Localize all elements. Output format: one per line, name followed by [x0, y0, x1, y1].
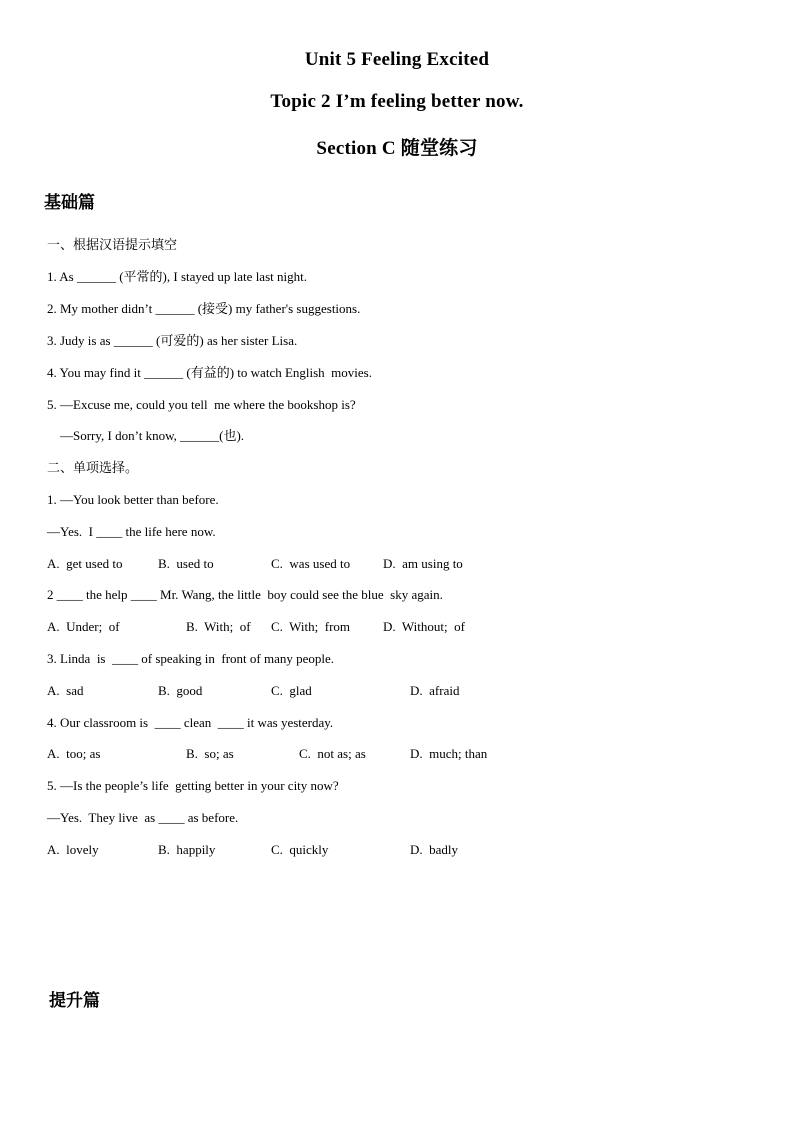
q1-option-b: B. used to — [158, 556, 214, 571]
q1-option-c: C. was used to — [271, 556, 351, 571]
advanced-heading: 提升篇 — [49, 991, 100, 1010]
q2-option-c: C. With; from — [271, 619, 351, 634]
fill-item-4: 4. You may find it ______ (有益的) to watch English movies. — [47, 365, 372, 380]
fill-item-2: 2. My mother didn’t ______ (接受) my father's suggestions. — [47, 301, 361, 316]
q5-option-c: C. quickly — [271, 842, 329, 857]
mc-question-5-reply: —Yes. They live as ____ as before. — [47, 810, 239, 825]
q3-option-a: A. sad — [47, 683, 84, 698]
fill-item-3: 3. Judy is as ______ (可爱的) as her sister Lisa. — [47, 333, 298, 348]
unit-title: Unit 5 Feeling Excited — [304, 49, 490, 70]
q4-option-d: D. much; than — [410, 746, 488, 761]
q1-option-d: D. am using to — [383, 556, 463, 571]
q1-option-a: A. get used to — [47, 556, 123, 571]
q4-option-b: B. so; as — [186, 746, 234, 761]
mc-question-1: 1. —You look better than before. — [47, 492, 219, 507]
fill-item-5-reply: —Sorry, I don’t know, ______(也). — [47, 428, 245, 443]
fill-item-5: 5. —Excuse me, could you tell me where the bookshop is? — [47, 397, 356, 412]
mc-question-4: 4. Our classroom is ____ clean ____ it was yesterday. — [47, 715, 334, 730]
basic-heading: 基础篇 — [44, 193, 95, 212]
fill-item-1: 1. As ______ (平常的), I stayed up late last night. — [47, 269, 307, 284]
q3-option-b: B. good — [158, 683, 203, 698]
q5-option-d: D. badly — [410, 842, 459, 857]
q3-option-c: C. glad — [271, 683, 312, 698]
q4-option-a: A. too; as — [47, 746, 101, 761]
mc-question-2: 2 ____ the help ____ Mr. Wang, the little boy could see the blue sky again. — [47, 587, 443, 602]
mc-question-3: 3. Linda is ____ of speaking in front of many people. — [47, 651, 335, 666]
q2-option-a: A. Under; of — [47, 619, 120, 634]
q2-option-b: B. With; of — [186, 619, 251, 634]
q4-option-c: C. not as; as — [299, 746, 366, 761]
topic-title: Topic 2 I’m feeling better now. — [270, 91, 524, 112]
part2-instruction: 二、单项选择。 — [47, 460, 139, 475]
q2-option-d: D. Without; of — [383, 619, 465, 634]
q3-option-d: D. afraid — [410, 683, 460, 698]
q5-option-b: B. happily — [158, 842, 216, 857]
part1-instruction: 一、根据汉语提示填空 — [47, 237, 178, 252]
mc-question-5: 5. —Is the people’s life getting better in your city now? — [47, 778, 339, 793]
mc-question-1-reply: —Yes. I ____ the life here now. — [47, 524, 216, 539]
section-title: Section C 随堂练习 — [316, 138, 478, 159]
q5-option-a: A. lovely — [47, 842, 99, 857]
